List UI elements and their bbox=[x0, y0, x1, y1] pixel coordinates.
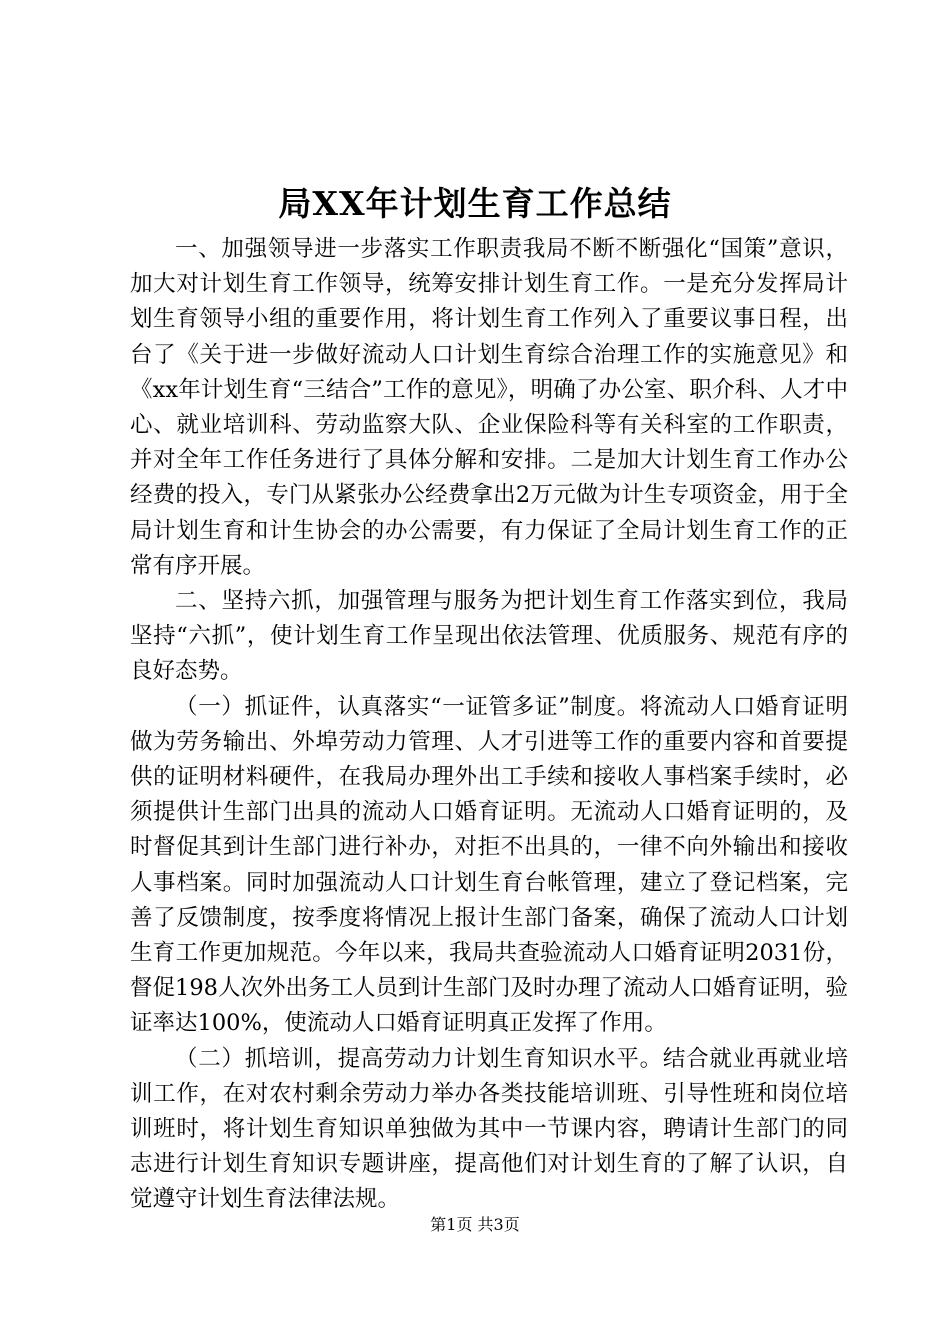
paragraph-2: 二、坚持六抓，加强管理与服务为把计划生育工作落实到位，我局坚持“六抓”，使计划生育工作呈现出依法管理、优质服务、规范有序的良好态势。 bbox=[130, 588, 848, 685]
paragraph-3: （一）抓证件，认真落实“一证管多证”制度。将流动人口婚育证明做为劳务输出、外埠劳动力管理、人才引进等工作的重要内容和首要提供的证明材料硬件，在我局办理外出工手续和接收人事档案手续时，必须提供计生部门出具的流动人口婚育证明。无流动人口婚育证明的，及时督促其到计生部门进行补办，对拒不出具的，一律不向外输出和接收人事档案。同时加强流动人口计划生育台帐管理，建立了登记档案，完善了反馈制度，按季度将情况上报计生部门备案，确保了流动人口计划生育工作更加规范。今年以来，我局共查验流动人口婚育证明2031份，督促198人次外出务工人员到计生部门及时办理了流动人口婚育证明，验证率达100%，使流动人口婚育证明真正发挥了作用。 bbox=[130, 693, 848, 1037]
document-body bbox=[130, 232, 848, 1218]
paragraph-1: 一、加强领导进一步落实工作职责我局不断不断强化“国策”意识，加大对计划生育工作领导，统筹安排计划生育工作。一是充分发挥局计划生育领导小组的重要作用，将计划生育工作列入了重要议事日程，出台了《关于进一步做好流动人口计划生育综合治理工作的实施意见》和《xx年计划生育“三结合”工作的意见》，明确了办公室、职介科、人才中心、就业培训科、劳动监察大队、企业保险科等有关科室的工作职责，并对全年工作任务进行了具体分解和安排。二是加大计划生育工作办公经费的投入，专门从紧张办公经费拿出2万元做为计生专项资金，用于全局计划生育和计生协会的办公需要，有力保证了全局计划生育工作的正常有序开展。 bbox=[130, 236, 848, 579]
page-footer: 第1页 共3页 bbox=[430, 1215, 520, 1234]
paragraph-4: （二）抓培训，提高劳动力计划生育知识水平。结合就业再就业培训工作，在对农村剩余劳动力举办各类技能培训班、引导性班和岗位培训班时，将计划生育知识单独做为其中一节课内容，聘请计生部门的同志进行计划生育知识专题讲座，提高他们对计划生育的了解了认识，自觉遵守计划生育法律法规。 bbox=[130, 1045, 848, 1213]
document-title: 局XX年计划生育工作总结 bbox=[278, 184, 672, 223]
